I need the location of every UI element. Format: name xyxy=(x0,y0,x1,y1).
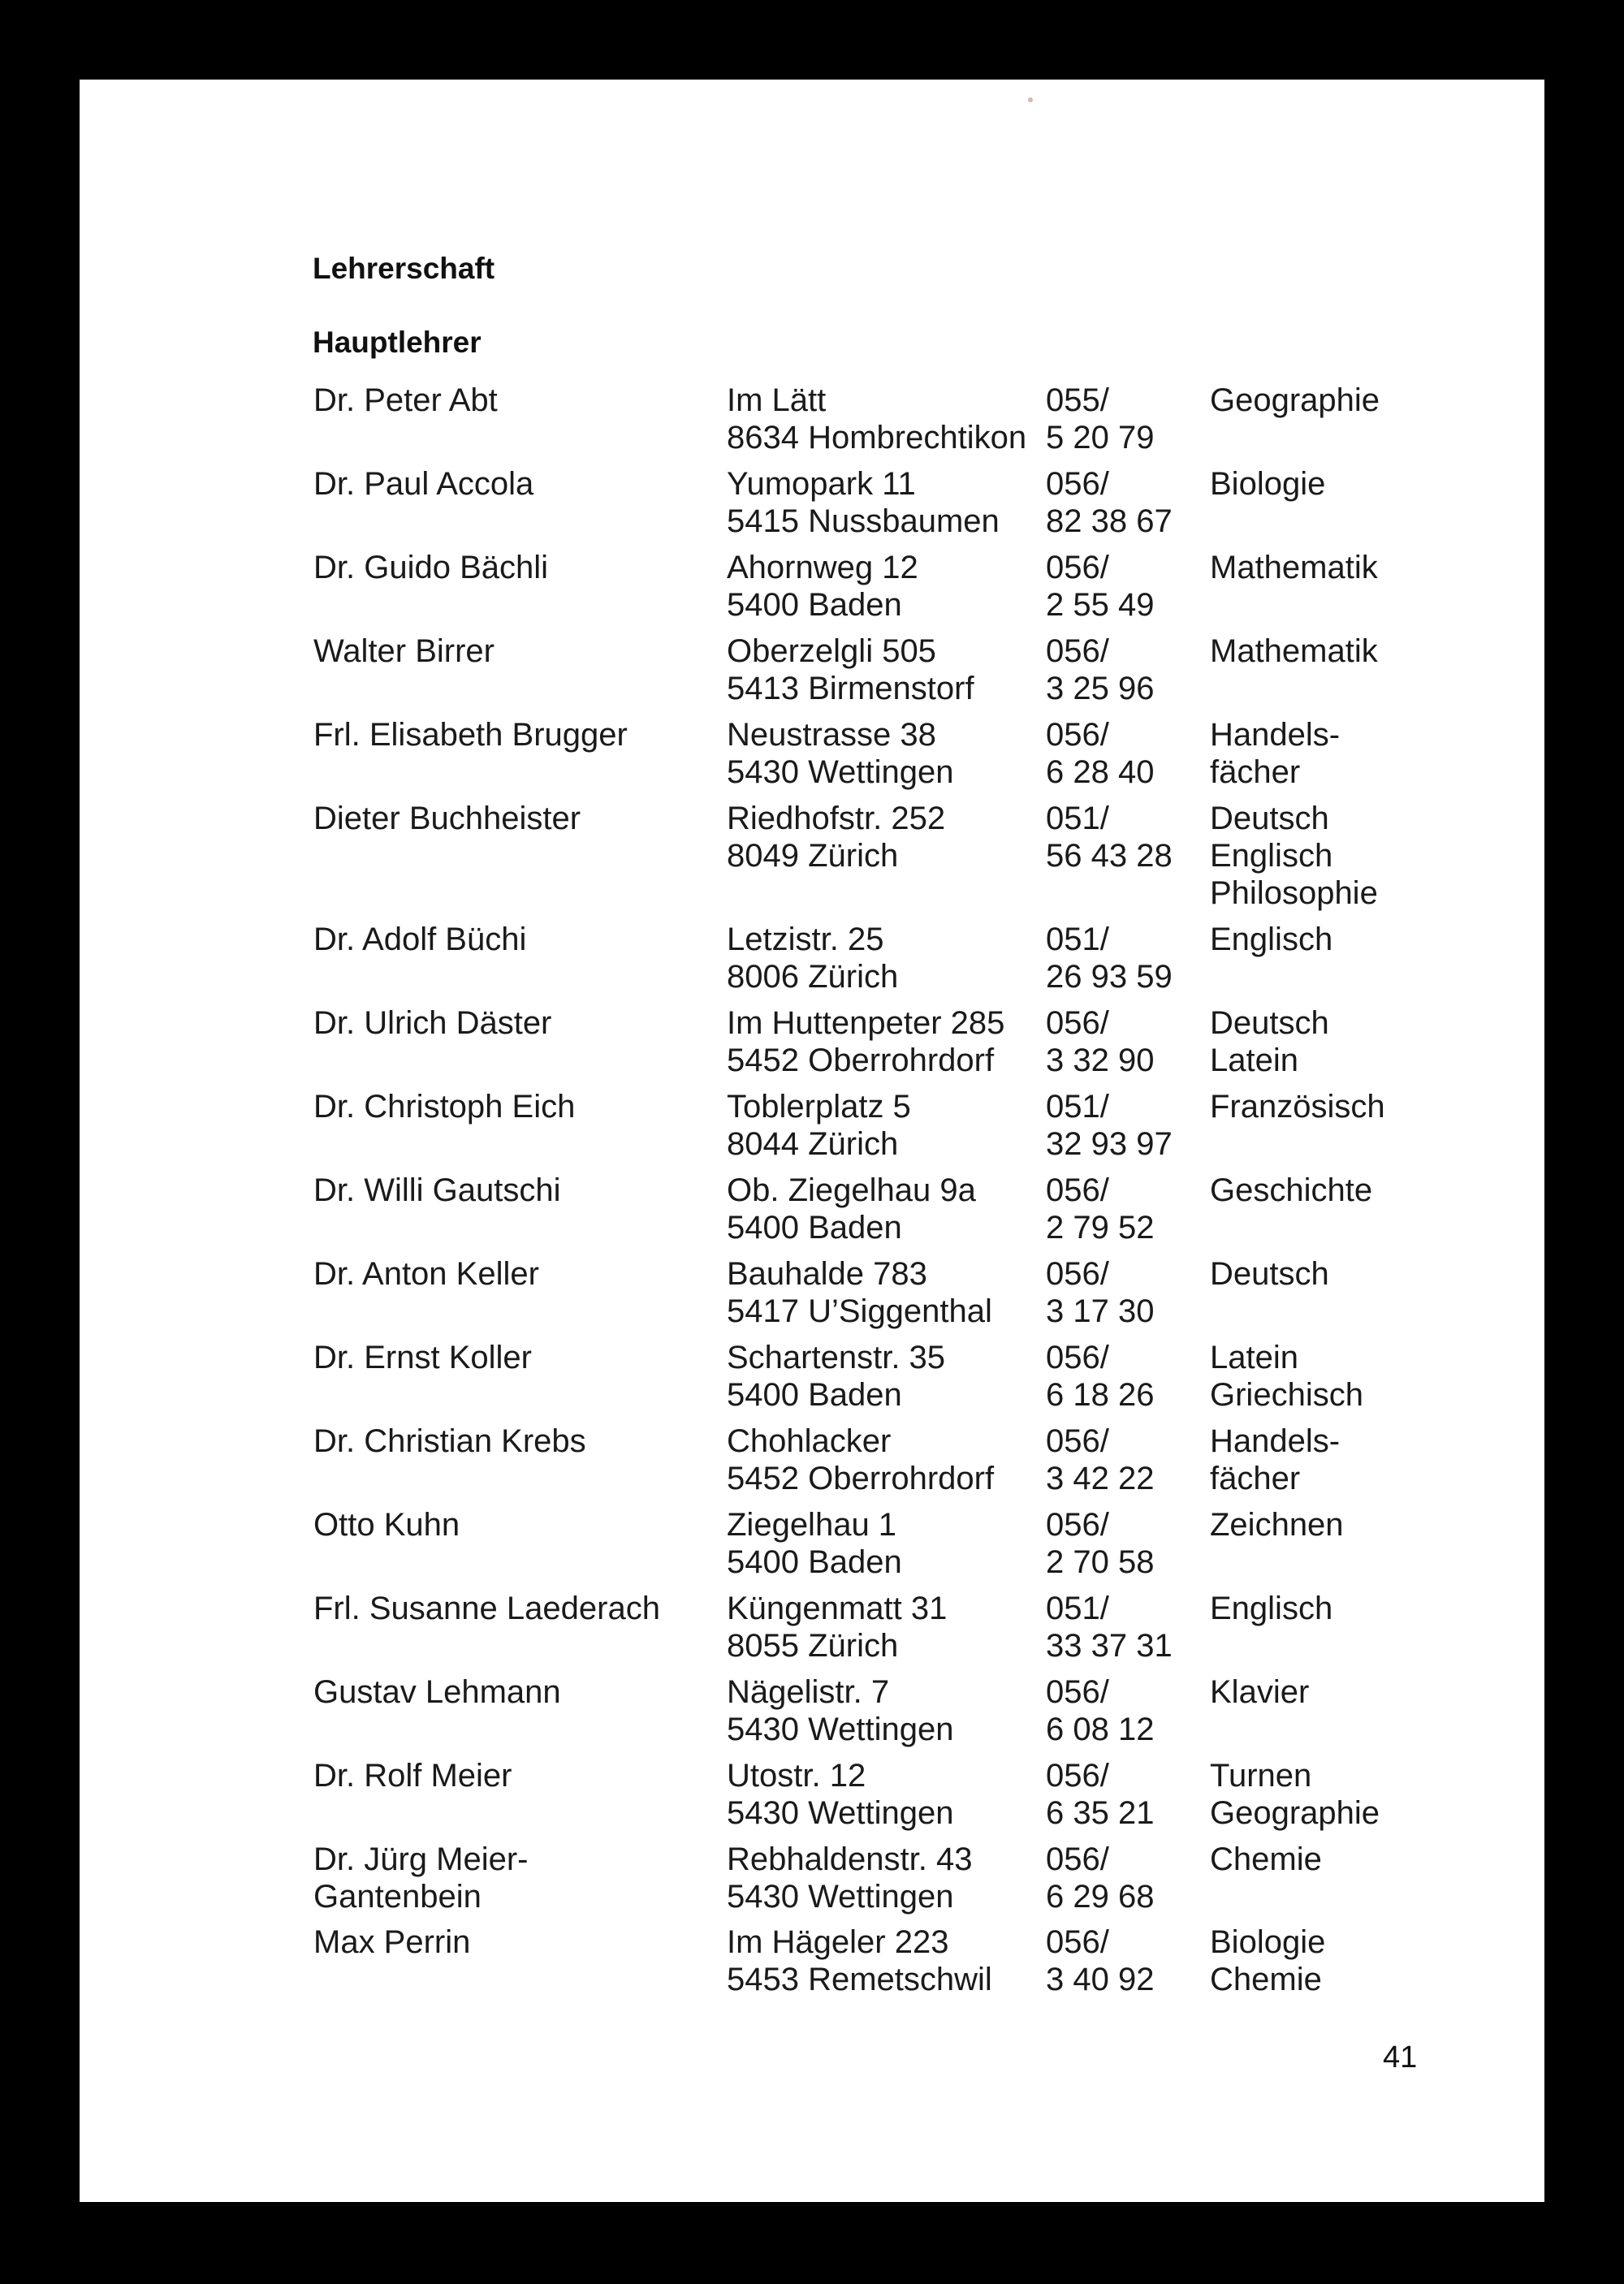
teacher-name xyxy=(313,633,711,670)
teacher-phone-line: 051/ xyxy=(1046,801,1109,836)
teacher-phone-line: 056/ xyxy=(1046,550,1109,585)
teacher-phone-line: 6 18 26 xyxy=(1046,1377,1155,1413)
teacher-phone xyxy=(1046,1757,1200,1832)
teacher-phone-line: 056/ xyxy=(1046,1423,1109,1459)
teacher-address-line: 5452 Oberrohrdorf xyxy=(727,1461,995,1496)
teacher-address-line: Ob. Ziegelhau 9a xyxy=(727,1172,976,1208)
teacher-address-line: Letzistr. 25 xyxy=(727,922,884,957)
teacher-phone-line: 82 38 67 xyxy=(1046,503,1173,539)
teacher-phone-line: 056/ xyxy=(1046,1172,1109,1208)
teacher-address-line: Ahornweg 12 xyxy=(727,550,918,585)
teacher-phone-line: 051/ xyxy=(1046,1591,1109,1626)
teacher-address-line: Toblerplatz 5 xyxy=(727,1089,911,1125)
teacher-phone-line: 056/ xyxy=(1046,717,1109,753)
teacher-address-line: Riedhofstr. 252 xyxy=(727,801,946,836)
teacher-phone-line: 6 08 12 xyxy=(1046,1712,1155,1747)
teacher-phone xyxy=(1046,716,1200,791)
teacher-phone-line: 056/ xyxy=(1046,466,1109,502)
teacher-address-line: 5400 Baden xyxy=(727,1544,902,1580)
teacher-name xyxy=(313,1923,711,1961)
teacher-phone-line: 5 20 79 xyxy=(1046,420,1155,456)
teacher-name xyxy=(313,1004,711,1042)
teacher-subjects-line: Griechisch xyxy=(1210,1377,1363,1413)
teacher-address-line: 8634 Hombrechtikon xyxy=(727,420,1027,456)
teacher-address xyxy=(727,633,1047,707)
teacher-subjects xyxy=(1210,1004,1502,1079)
teacher-phone-line: 6 28 40 xyxy=(1046,754,1155,790)
teacher-address-line: Ziegelhau 1 xyxy=(727,1507,897,1543)
teacher-address-line: Schartenstr. 35 xyxy=(727,1340,946,1375)
teacher-address-line: 5417 U’Siggenthal xyxy=(727,1293,992,1329)
teacher-address-line: Neustrasse 38 xyxy=(727,717,936,753)
teacher-subjects-line: Chemie xyxy=(1210,1841,1322,1877)
teacher-address xyxy=(727,549,1047,624)
teacher-subjects-line: Handels- xyxy=(1210,1423,1341,1459)
teacher-phone-line: 056/ xyxy=(1046,1005,1109,1041)
teacher-address-line: 8006 Zürich xyxy=(727,959,899,995)
teacher-address-line: 8044 Zürich xyxy=(727,1126,899,1162)
teacher-subjects xyxy=(1210,921,1502,958)
document-page xyxy=(80,80,1544,2202)
teacher-phone-line: 051/ xyxy=(1046,1089,1109,1125)
teacher-subjects xyxy=(1210,1590,1502,1627)
teacher-subjects xyxy=(1210,716,1502,791)
teacher-phone-line: 056/ xyxy=(1046,1924,1109,1960)
teacher-address-line: Oberzelgli 505 xyxy=(727,633,936,669)
teacher-subjects xyxy=(1210,1673,1502,1711)
page-number: 41 xyxy=(1383,2040,1418,2075)
teacher-address-line: Im Lätt xyxy=(727,382,827,418)
teacher-phone-line: 32 93 97 xyxy=(1046,1126,1173,1162)
teacher-subjects xyxy=(1210,633,1502,670)
teacher-name xyxy=(313,716,711,753)
teacher-subjects xyxy=(1210,1757,1502,1832)
teacher-subjects-line: Turnen xyxy=(1210,1758,1312,1794)
teacher-address-line: 5453 Remetschwil xyxy=(727,1962,992,1997)
teacher-name xyxy=(313,1673,711,1711)
teacher-name-line: Dr. Christian Krebs xyxy=(313,1423,586,1459)
teacher-name xyxy=(313,1757,711,1794)
teacher-subjects xyxy=(1210,1506,1502,1544)
teacher-address-line: 5430 Wettingen xyxy=(727,1795,954,1831)
teacher-address-line: Nägelistr. 7 xyxy=(727,1674,890,1710)
teacher-subjects xyxy=(1210,1423,1502,1497)
teacher-name xyxy=(313,1339,711,1376)
teacher-subjects-line: Klavier xyxy=(1210,1674,1310,1710)
teacher-address xyxy=(727,1339,1047,1414)
teacher-address xyxy=(727,921,1047,995)
teacher-phone xyxy=(1046,1841,1200,1915)
teacher-phone xyxy=(1046,1172,1200,1246)
teacher-address xyxy=(727,1923,1047,1998)
teacher-phone-line: 056/ xyxy=(1046,1340,1109,1375)
teacher-name xyxy=(313,1255,711,1293)
teacher-address-line: 8055 Zürich xyxy=(727,1628,899,1664)
teacher-name-line: Max Perrin xyxy=(313,1924,471,1960)
teacher-address-line: 5400 Baden xyxy=(727,1377,902,1413)
teacher-address-line: Bauhalde 783 xyxy=(727,1256,927,1292)
teacher-subjects xyxy=(1210,1841,1502,1878)
teacher-address xyxy=(727,1673,1047,1748)
teacher-subjects-line: Biologie xyxy=(1210,1924,1326,1960)
teacher-phone xyxy=(1046,1423,1200,1497)
teacher-name-line: Dr. Jürg Meier- xyxy=(313,1841,529,1877)
teacher-address-line: 5430 Wettingen xyxy=(727,1879,954,1915)
section-subheading: Hauptlehrer xyxy=(313,326,482,359)
teacher-name-line: Dr. Rolf Meier xyxy=(313,1758,512,1794)
teacher-name-line: Dr. Willi Gautschi xyxy=(313,1172,561,1208)
teacher-subjects xyxy=(1210,800,1502,912)
teacher-phone-line: 33 37 31 xyxy=(1046,1628,1173,1664)
teacher-name-line: Dr. Adolf Büchi xyxy=(313,922,527,957)
teacher-subjects-line: Latein xyxy=(1210,1043,1298,1078)
teacher-phone-line: 3 42 22 xyxy=(1046,1461,1155,1496)
teacher-address xyxy=(727,1172,1047,1246)
teacher-phone xyxy=(1046,921,1200,995)
teacher-name-line: Gantenbein xyxy=(313,1879,482,1915)
teacher-subjects-line: Englisch xyxy=(1210,838,1333,874)
teacher-address xyxy=(727,1757,1047,1832)
teacher-address-line: 5452 Oberrohrdorf xyxy=(727,1043,995,1078)
teacher-subjects-line: Geographie xyxy=(1210,382,1380,418)
teacher-name-line: Dieter Buchheister xyxy=(313,801,581,836)
teacher-phone xyxy=(1046,382,1200,456)
teacher-subjects xyxy=(1210,549,1502,586)
teacher-address-line: Yumopark 11 xyxy=(727,466,916,502)
teacher-subjects-line: Französisch xyxy=(1210,1089,1385,1125)
teacher-address xyxy=(727,1506,1047,1581)
teacher-phone-line: 056/ xyxy=(1046,633,1109,669)
teacher-phone xyxy=(1046,633,1200,707)
teacher-subjects-line: Philosophie xyxy=(1210,875,1378,911)
teacher-subjects xyxy=(1210,1088,1502,1125)
teacher-subjects-line: Handels- xyxy=(1210,717,1341,753)
teacher-subjects-line: Mathematik xyxy=(1210,633,1378,669)
teacher-address xyxy=(727,382,1047,456)
teacher-address-line: Rebhaldenstr. 43 xyxy=(727,1841,973,1877)
teacher-subjects-line: Geographie xyxy=(1210,1795,1380,1831)
teacher-name-line: Dr. Anton Keller xyxy=(313,1256,539,1292)
teacher-address-line: Küngenmatt 31 xyxy=(727,1591,948,1626)
teacher-phone-line: 56 43 28 xyxy=(1046,838,1173,874)
teacher-name xyxy=(313,921,711,958)
teacher-name-line: Dr. Ernst Koller xyxy=(313,1340,532,1375)
teacher-subjects-line: fächer xyxy=(1210,754,1301,790)
teacher-name-line: Otto Kuhn xyxy=(313,1507,460,1543)
teacher-phone xyxy=(1046,800,1200,874)
teacher-phone xyxy=(1046,1590,1200,1664)
teacher-phone-line: 056/ xyxy=(1046,1841,1109,1877)
teacher-subjects-line: Deutsch xyxy=(1210,1005,1329,1041)
teacher-name-line: Frl. Susanne Laederach xyxy=(313,1591,660,1626)
teacher-name xyxy=(313,549,711,586)
teacher-phone xyxy=(1046,1255,1200,1330)
teacher-address-line: 5400 Baden xyxy=(727,1210,902,1246)
teacher-phone xyxy=(1046,549,1200,624)
teacher-name-line: Dr. Ulrich Däster xyxy=(313,1005,552,1041)
teacher-phone xyxy=(1046,1673,1200,1748)
teacher-name-line: Dr. Christoph Eich xyxy=(313,1089,576,1125)
teacher-phone-line: 6 35 21 xyxy=(1046,1795,1155,1831)
teacher-subjects-line: Mathematik xyxy=(1210,550,1378,585)
teacher-address-line: Utostr. 12 xyxy=(727,1758,866,1794)
teacher-phone-line: 3 25 96 xyxy=(1046,671,1155,706)
teacher-name xyxy=(313,465,711,503)
teacher-subjects-line: Englisch xyxy=(1210,1591,1333,1626)
teacher-subjects-line: Biologie xyxy=(1210,466,1326,502)
teacher-address xyxy=(727,1004,1047,1079)
teacher-phone-line: 2 55 49 xyxy=(1046,587,1155,623)
teacher-phone-line: 2 79 52 xyxy=(1046,1210,1155,1246)
teacher-phone-line: 056/ xyxy=(1046,1507,1109,1543)
teacher-name xyxy=(313,1423,711,1460)
teacher-name xyxy=(313,1088,711,1125)
teacher-subjects-line: Deutsch xyxy=(1210,1256,1329,1292)
teacher-name-line: Walter Birrer xyxy=(313,633,495,669)
teacher-address xyxy=(727,1590,1047,1664)
teacher-phone-line: 26 93 59 xyxy=(1046,959,1173,995)
teacher-subjects-line: Deutsch xyxy=(1210,801,1329,836)
teacher-subjects xyxy=(1210,465,1502,503)
teacher-subjects-line: Chemie xyxy=(1210,1962,1322,1997)
teacher-phone-line: 056/ xyxy=(1046,1758,1109,1794)
teacher-subjects-line: Geschichte xyxy=(1210,1172,1373,1208)
teacher-address xyxy=(727,716,1047,791)
teacher-phone-line: 056/ xyxy=(1046,1674,1109,1710)
teacher-address xyxy=(727,1255,1047,1330)
teacher-subjects-line: Latein xyxy=(1210,1340,1298,1375)
teacher-name xyxy=(313,382,711,419)
teacher-address-line: 5415 Nussbaumen xyxy=(727,503,1000,539)
teacher-subjects-line: Englisch xyxy=(1210,922,1333,957)
teacher-phone-line: 3 32 90 xyxy=(1046,1043,1155,1078)
teacher-name xyxy=(313,800,711,837)
teacher-subjects-line: Zeichnen xyxy=(1210,1507,1344,1543)
teacher-phone xyxy=(1046,1923,1200,1998)
teacher-name-line: Frl. Elisabeth Brugger xyxy=(313,717,628,753)
teacher-subjects-line: fächer xyxy=(1210,1461,1301,1496)
teacher-name-line: Gustav Lehmann xyxy=(313,1674,561,1710)
section-heading: Lehrerschaft xyxy=(313,252,495,285)
teacher-phone-line: 051/ xyxy=(1046,922,1109,957)
teacher-subjects xyxy=(1210,1923,1502,1998)
teacher-address-line: 5413 Birmenstorf xyxy=(727,671,974,706)
paper-speck xyxy=(1028,97,1033,102)
teacher-name xyxy=(313,1841,711,1915)
teacher-address xyxy=(727,1423,1047,1497)
teacher-phone-line: 6 29 68 xyxy=(1046,1879,1155,1915)
teacher-phone-line: 055/ xyxy=(1046,382,1109,418)
teacher-name xyxy=(313,1172,711,1209)
teacher-subjects xyxy=(1210,1255,1502,1293)
teacher-phone xyxy=(1046,1088,1200,1163)
teacher-phone-line: 056/ xyxy=(1046,1256,1109,1292)
teacher-address-line: Chohlacker xyxy=(727,1423,892,1459)
teacher-address-line: Im Huttenpeter 285 xyxy=(727,1005,1005,1041)
teacher-subjects xyxy=(1210,1339,1502,1414)
teacher-name-line: Dr. Guido Bächli xyxy=(313,550,549,585)
teacher-phone-line: 2 70 58 xyxy=(1046,1544,1155,1580)
teacher-phone xyxy=(1046,1506,1200,1581)
teacher-name xyxy=(313,1590,711,1627)
teacher-address xyxy=(727,800,1047,874)
teacher-address-line: 5430 Wettingen xyxy=(727,1712,954,1747)
teacher-phone xyxy=(1046,1339,1200,1414)
teacher-subjects xyxy=(1210,1172,1502,1209)
teacher-address-line: Im Hägeler 223 xyxy=(727,1924,949,1960)
teacher-address xyxy=(727,1841,1047,1915)
teacher-name xyxy=(313,1506,711,1544)
teacher-subjects xyxy=(1210,382,1502,419)
teacher-phone xyxy=(1046,1004,1200,1079)
teacher-address xyxy=(727,465,1047,540)
teacher-name-line: Dr. Paul Accola xyxy=(313,466,534,502)
teacher-phone-line: 3 40 92 xyxy=(1046,1962,1155,1997)
teacher-address-line: 8049 Zürich xyxy=(727,838,899,874)
teacher-address-line: 5400 Baden xyxy=(727,587,902,623)
teacher-phone xyxy=(1046,465,1200,540)
teacher-address xyxy=(727,1088,1047,1163)
teacher-address-line: 5430 Wettingen xyxy=(727,754,954,790)
teacher-name-line: Dr. Peter Abt xyxy=(313,382,498,418)
teacher-phone-line: 3 17 30 xyxy=(1046,1293,1155,1329)
